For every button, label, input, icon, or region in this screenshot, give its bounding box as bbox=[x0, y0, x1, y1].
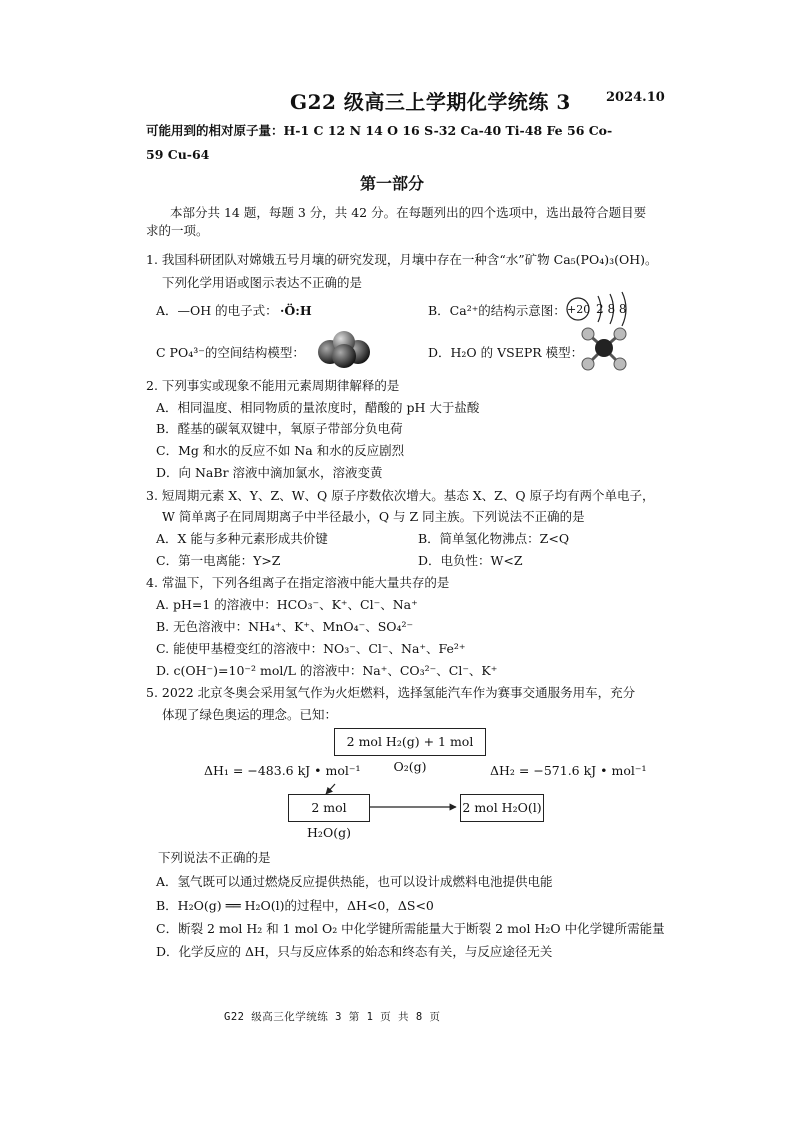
q4-option-c: C. 能使甲基橙变红的溶液中：NO₃⁻、Cl⁻、Na⁺、Fe²⁺ bbox=[156, 641, 466, 656]
energy-box-reactants: 2 mol H₂(g) + 1 mol O₂(g) bbox=[334, 728, 486, 756]
section-intro-1: 本部分共 14 题，每题 3 分，共 42 分。在每题列出的四个选项中，选出最符合题目要 bbox=[170, 205, 647, 220]
section-intro-2: 求的一项。 bbox=[146, 223, 209, 238]
q1-stem-1: 1. 我国科研团队对嫦娥五号月壤的研究发现，月壤中存在一种含“水”矿物 Ca₅(PO₄)₃(OH)。 bbox=[146, 252, 658, 267]
q5-stem-2: 体现了绿色奥运的理念。已知： bbox=[162, 707, 338, 722]
q5-ask: 下列说法不正确的是 bbox=[158, 850, 271, 865]
q5-option-d: D．化学反应的 ΔH，只与反应体系的始态和终态有关，与反应途径无关 bbox=[156, 944, 553, 959]
atomic-mass-line-2: 59 Cu-64 bbox=[146, 147, 210, 162]
q1-option-a: A．—OH 的电子式： bbox=[156, 303, 278, 318]
ca-shell-electrons: 2 8 8 bbox=[596, 302, 627, 316]
q1-option-d: D．H₂O 的 VSEPR 模型： bbox=[428, 345, 584, 360]
q2-option-a: A．相同温度、相同物质的量浓度时，醋酸的 pH 大于盐酸 bbox=[156, 400, 480, 415]
q3-option-b: B．简单氢化物沸点：Z<Q bbox=[418, 531, 570, 546]
ca-nucleus-label: +20 bbox=[567, 303, 591, 316]
exam-date: 2024.10 bbox=[606, 90, 665, 105]
delta-h1-label: ΔH₁ = −483.6 kJ • mol⁻¹ bbox=[204, 763, 361, 778]
q1-stem-2: 下列化学用语或图示表达不正确的是 bbox=[162, 275, 363, 290]
q5-option-b: B．H₂O(g) ══ H₂O(l)的过程中，ΔH<0，ΔS<0 bbox=[156, 898, 434, 913]
section-title: 第一部分 bbox=[360, 174, 425, 193]
q2-option-d: D．向 NaBr 溶液中滴加氯水，溶液变黄 bbox=[156, 465, 383, 480]
q2-option-c: C．Mg 和水的反应不如 Na 和水的反应剧烈 bbox=[156, 443, 405, 458]
q4-option-b: B. 无色溶液中：NH₄⁺、K⁺、MnO₄⁻、SO₄²⁻ bbox=[156, 619, 414, 634]
q4-option-a: A. pH=1 的溶液中：HCO₃⁻、K⁺、Cl⁻、Na⁺ bbox=[156, 597, 418, 612]
q3-stem-1: 3. 短周期元素 X、Y、Z、W、Q 原子序数依次增大。基态 X、Z、Q 原子均有两个单电子， bbox=[146, 488, 655, 503]
q5-stem-1: 5. 2022 北京冬奥会采用氢气作为火炬燃料，选择氢能汽车作为赛事交通服务用车，充分 bbox=[146, 685, 636, 700]
energy-box-water-liquid: 2 mol H₂O(l) bbox=[460, 794, 544, 822]
q3-stem-2: W 简单离子在同周期离子中半径最小，Q 与 Z 同主族。下列说法不正确的是 bbox=[162, 509, 585, 524]
q3-option-c: C．第一电离能：Y>Z bbox=[156, 553, 281, 568]
energy-box-water-gas: 2 mol H₂O(g) bbox=[288, 794, 370, 822]
q3-option-a: A．X 能与多种元素形成共价键 bbox=[156, 531, 328, 546]
q4-stem: 4. 常温下，下列各组离子在指定溶液中能大量共存的是 bbox=[146, 575, 450, 590]
q1-option-a-formula: ·Ö:H bbox=[280, 303, 312, 318]
atomic-mass-line-1: 可能用到的相对原子量：H-1 C 12 N 14 O 16 S-32 Ca-40 Ti-48 Fe 56 Co- bbox=[146, 123, 613, 138]
delta-h2-label: ΔH₂ = −571.6 kJ • mol⁻¹ bbox=[490, 763, 647, 778]
q5-option-c: C．断裂 2 mol H₂ 和 1 mol O₂ 中化学键所需能量大于断裂 2 mol H₂O 中化学键所需能量 bbox=[156, 921, 665, 936]
page-footer: G22 级高三化学统练 3 第 1 页 共 8 页 bbox=[224, 1011, 441, 1023]
q1-option-b: B．Ca²⁺的结构示意图： bbox=[428, 303, 566, 318]
q3-option-d: D．电负性：W<Z bbox=[418, 553, 523, 568]
q2-stem: 2. 下列事实或现象不能用元素周期律解释的是 bbox=[146, 378, 400, 393]
q1-option-c: C PO₄³⁻的空间结构模型： bbox=[156, 345, 305, 360]
q4-option-d: D. c(OH⁻)=10⁻² mol/L 的溶液中：Na⁺、CO₃²⁻、Cl⁻、K⁺ bbox=[156, 663, 498, 678]
q5-option-a: A．氢气既可以通过燃烧反应提供热能，也可以设计成燃料电池提供电能 bbox=[156, 874, 553, 889]
q2-option-b: B．醛基的碳氧双键中，氧原子带部分负电荷 bbox=[156, 421, 403, 436]
page-title: G22 级高三上学期化学统练 3 bbox=[290, 90, 571, 114]
